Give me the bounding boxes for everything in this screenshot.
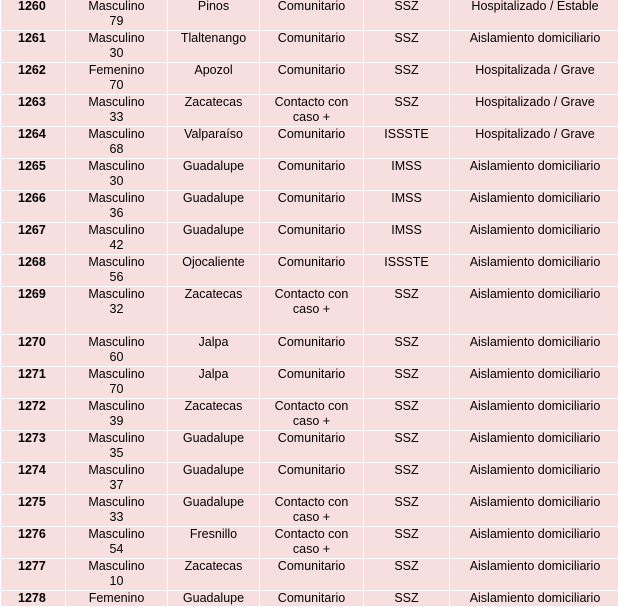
municipality: Guadalupe <box>168 159 260 191</box>
age: 36 <box>68 206 165 221</box>
sex-age-cell <box>66 399 168 431</box>
age: 33 <box>68 110 165 125</box>
case-id: 1261 <box>1 31 66 63</box>
age: 70 <box>68 78 165 93</box>
transmission: Contacto con caso + <box>260 527 364 559</box>
institution: SSZ <box>364 591 450 607</box>
status: Hospitalizada / Grave <box>450 63 618 95</box>
transmission: Contacto con caso + <box>260 95 364 127</box>
table-row <box>1 287 618 335</box>
sex: Masculino <box>68 223 165 238</box>
transmission: Comunitario <box>260 367 364 399</box>
sex-age-cell <box>66 495 168 527</box>
transmission: Comunitario <box>260 0 364 31</box>
status: Aislamiento domiciliario <box>450 367 618 399</box>
case-id: 1266 <box>1 191 66 223</box>
sex: Masculino <box>68 255 165 270</box>
age: 33 <box>68 510 165 525</box>
institution: SSZ <box>364 463 450 495</box>
sex: Masculino <box>68 159 165 174</box>
age: 42 <box>68 238 165 253</box>
municipality: Tlaltenango <box>168 31 260 63</box>
age: 54 <box>68 542 165 557</box>
municipality: Zacatecas <box>168 559 260 591</box>
age: 70 <box>68 382 165 397</box>
case-id: 1271 <box>1 367 66 399</box>
sex-age-cell <box>66 191 168 223</box>
age: 68 <box>68 142 165 157</box>
transmission: Comunitario <box>260 431 364 463</box>
transmission: Contacto con caso + <box>260 287 364 335</box>
status: Aislamiento domiciliario <box>450 399 618 431</box>
municipality: Guadalupe <box>168 591 260 607</box>
table-row <box>1 591 618 607</box>
age: 35 <box>68 446 165 461</box>
institution: SSZ <box>364 559 450 591</box>
institution: SSZ <box>364 527 450 559</box>
transmission: Contacto con caso + <box>260 399 364 431</box>
sex: Masculino <box>68 127 165 142</box>
table-row <box>1 31 618 63</box>
institution: ISSSTE <box>364 255 450 287</box>
municipality: Valparaíso <box>168 127 260 159</box>
table-row <box>1 223 618 255</box>
institution: ISSSTE <box>364 127 450 159</box>
municipality: Jalpa <box>168 335 260 367</box>
table-row <box>1 159 618 191</box>
case-id: 1272 <box>1 399 66 431</box>
municipality: Fresnillo <box>168 527 260 559</box>
sex: Masculino <box>68 287 165 302</box>
institution: SSZ <box>364 63 450 95</box>
sex-age-cell <box>66 367 168 399</box>
table-row <box>1 463 618 495</box>
case-id: 1277 <box>1 559 66 591</box>
table-row <box>1 0 618 31</box>
sex-age-cell <box>66 31 168 63</box>
sex-age-cell <box>66 559 168 591</box>
institution: SSZ <box>364 367 450 399</box>
municipality: Guadalupe <box>168 223 260 255</box>
status: Aislamiento domiciliario <box>450 191 618 223</box>
institution: SSZ <box>364 335 450 367</box>
transmission: Comunitario <box>260 335 364 367</box>
case-id: 1262 <box>1 63 66 95</box>
transmission: Comunitario <box>260 223 364 255</box>
institution: SSZ <box>364 31 450 63</box>
transmission: Comunitario <box>260 159 364 191</box>
age: 39 <box>68 414 165 429</box>
sex-age-cell <box>66 255 168 287</box>
case-id: 1275 <box>1 495 66 527</box>
sex-age-cell <box>66 0 168 31</box>
sex: Masculino <box>68 367 165 382</box>
sex: Masculino <box>68 0 165 14</box>
case-id: 1270 <box>1 335 66 367</box>
sex-age-cell <box>66 63 168 95</box>
transmission: Comunitario <box>260 463 364 495</box>
age: 32 <box>68 302 165 317</box>
case-id: 1263 <box>1 95 66 127</box>
sex-age-cell <box>66 95 168 127</box>
transmission: Comunitario <box>260 31 364 63</box>
age: 60 <box>68 350 165 365</box>
status: Hospitalizado / Estable <box>450 0 618 31</box>
sex: Masculino <box>68 527 165 542</box>
municipality: Guadalupe <box>168 431 260 463</box>
age: 30 <box>68 46 165 61</box>
table-row <box>1 367 618 399</box>
sex-age-cell <box>66 287 168 335</box>
sex: Masculino <box>68 399 165 414</box>
institution: SSZ <box>364 399 450 431</box>
municipality: Zacatecas <box>168 287 260 335</box>
municipality: Guadalupe <box>168 495 260 527</box>
municipality: Zacatecas <box>168 95 260 127</box>
case-id: 1265 <box>1 159 66 191</box>
transmission: Comunitario <box>260 255 364 287</box>
table-row <box>1 63 618 95</box>
institution: SSZ <box>364 95 450 127</box>
table-row <box>1 431 618 463</box>
status: Aislamiento domiciliario <box>450 591 618 607</box>
institution: SSZ <box>364 431 450 463</box>
sex: Masculino <box>68 559 165 574</box>
age: 30 <box>68 174 165 189</box>
sex: Masculino <box>68 495 165 510</box>
age: 37 <box>68 478 165 493</box>
case-id: 1276 <box>1 527 66 559</box>
age: 10 <box>68 574 165 589</box>
institution: SSZ <box>364 287 450 335</box>
status: Hospitalizado / Grave <box>450 127 618 159</box>
transmission: Comunitario <box>260 63 364 95</box>
table-row <box>1 527 618 559</box>
case-id: 1269 <box>1 287 66 335</box>
sex: Femenino <box>68 63 165 78</box>
status: Aislamiento domiciliario <box>450 287 618 335</box>
table-row <box>1 127 618 159</box>
sex-age-cell <box>66 463 168 495</box>
status: Hospitalizado / Grave <box>450 95 618 127</box>
sex-age-cell <box>66 527 168 559</box>
sex: Masculino <box>68 463 165 478</box>
municipality: Ojocaliente <box>168 255 260 287</box>
case-id: 1274 <box>1 463 66 495</box>
sex-age-cell <box>66 127 168 159</box>
sex: Masculino <box>68 335 165 350</box>
status: Aislamiento domiciliario <box>450 255 618 287</box>
municipality: Guadalupe <box>168 191 260 223</box>
municipality: Apozol <box>168 63 260 95</box>
table-row <box>1 191 618 223</box>
municipality: Pinos <box>168 0 260 31</box>
institution: SSZ <box>364 0 450 31</box>
case-id: 1273 <box>1 431 66 463</box>
age: 79 <box>68 14 165 29</box>
status: Aislamiento domiciliario <box>450 335 618 367</box>
transmission: Comunitario <box>260 191 364 223</box>
sex: Masculino <box>68 191 165 206</box>
sex-age-cell <box>66 591 168 607</box>
table-row <box>1 399 618 431</box>
transmission: Comunitario <box>260 559 364 591</box>
sex: Masculino <box>68 31 165 46</box>
institution: IMSS <box>364 191 450 223</box>
municipality: Jalpa <box>168 367 260 399</box>
transmission: Contacto con caso + <box>260 495 364 527</box>
sex-age-cell <box>66 431 168 463</box>
status: Aislamiento domiciliario <box>450 159 618 191</box>
municipality: Zacatecas <box>168 399 260 431</box>
transmission: Comunitario <box>260 591 364 607</box>
sex: Masculino <box>68 431 165 446</box>
status: Aislamiento domiciliario <box>450 463 618 495</box>
sex: Femenino <box>68 591 165 606</box>
status: Aislamiento domiciliario <box>450 223 618 255</box>
case-id: 1260 <box>1 0 66 31</box>
institution: IMSS <box>364 159 450 191</box>
sex-age-cell <box>66 223 168 255</box>
age: 56 <box>68 270 165 285</box>
case-id: 1268 <box>1 255 66 287</box>
case-id: 1267 <box>1 223 66 255</box>
case-id: 1264 <box>1 127 66 159</box>
status: Aislamiento domiciliario <box>450 431 618 463</box>
sex-age-cell <box>66 159 168 191</box>
status: Aislamiento domiciliario <box>450 527 618 559</box>
sex: Masculino <box>68 95 165 110</box>
table-row <box>1 495 618 527</box>
sex-age-cell <box>66 335 168 367</box>
municipality: Guadalupe <box>168 463 260 495</box>
table-row <box>1 559 618 591</box>
case-id: 1278 <box>1 591 66 607</box>
table-row <box>1 335 618 367</box>
status: Aislamiento domiciliario <box>450 31 618 63</box>
institution: IMSS <box>364 223 450 255</box>
transmission: Comunitario <box>260 127 364 159</box>
institution: SSZ <box>364 495 450 527</box>
status: Aislamiento domiciliario <box>450 495 618 527</box>
table-row <box>1 95 618 127</box>
table-row <box>1 255 618 287</box>
status: Aislamiento domiciliario <box>450 559 618 591</box>
